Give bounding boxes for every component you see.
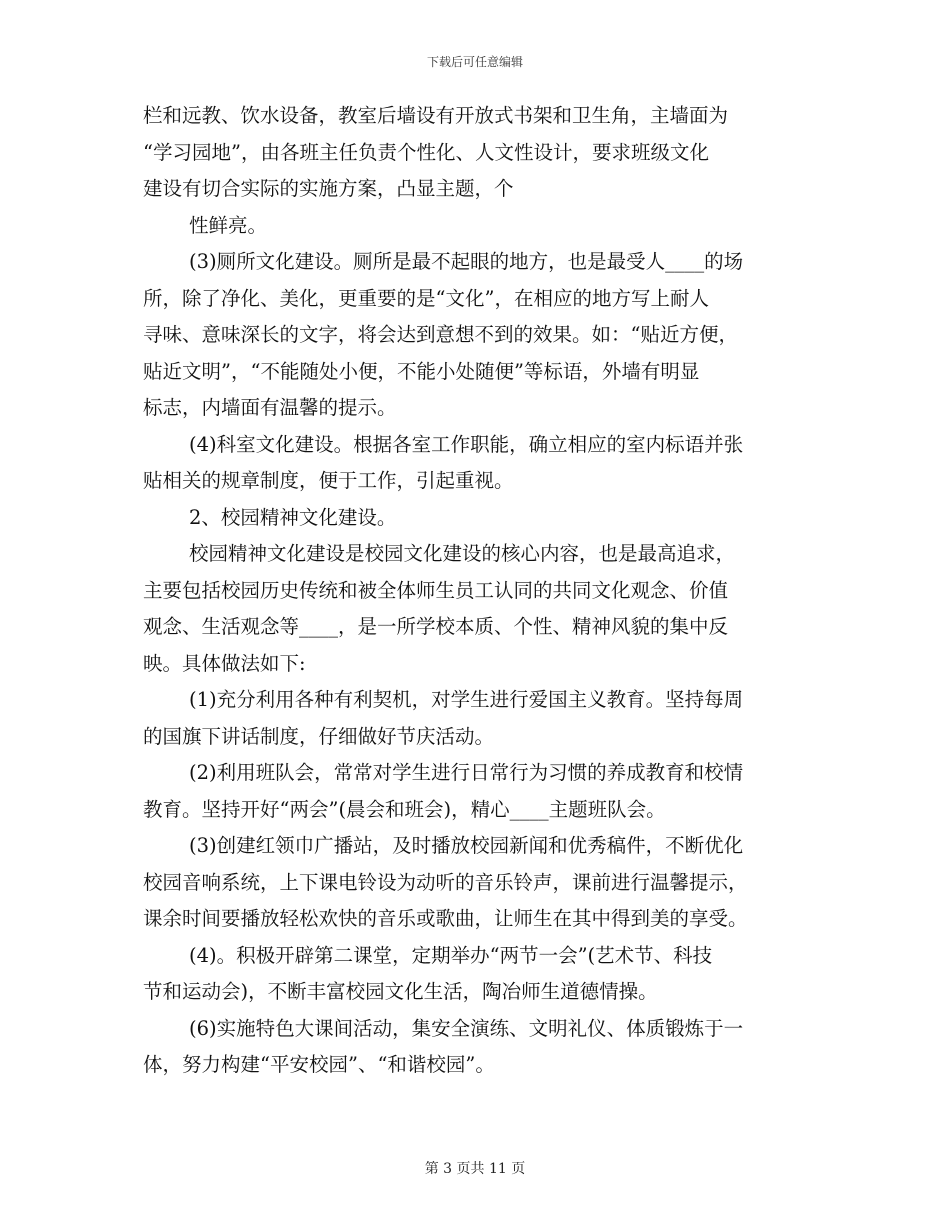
text-line: 校园精神文化建设是校园文化建设的核心内容，也是最高追求， [189,542,736,565]
text-line: 标志，内墙面有温馨的提示。 [143,396,397,419]
text-line: 所，除了净化、美化，更重要的是“文化”，在相应的地方写上耐人 [143,286,709,310]
text-line: (4)科室文化建设。根据各室工作职能，确立相应的室内标语并张 [189,432,744,456]
text-line: 2、校园精神文化建设。 [189,505,397,529]
text-line: (6)实施特色大课间活动，集安全演练、文明礼仪、体质锻炼于一 [189,1016,744,1040]
text-line: 贴近文明”，“不能随处小便，不能小处随便”等标语，外墙有明显 [143,359,700,383]
text-line: 节和运动会)，不断丰富校园文化生活，陶冶师生道德情操。 [143,980,658,1003]
text-line: 主要包括校园历史传统和被全体师生员工认同的共同文化观念、价值 [143,578,729,602]
document-body [143,98,811,1084]
text-line: (3)厕所文化建设。厕所是最不起眼的地方，也是最受人____的场 [189,250,744,273]
page-number: 第 3 页共 11 页 [424,1161,526,1177]
text-line: 贴相关的规章制度，便于工作，引起重视。 [143,469,514,492]
text-line: 的国旗下讲话制度，仔细做好节庆活动。 [143,724,495,748]
text-line: 建设有切合实际的实施方案，凸显主题，个 [143,177,514,200]
text-line: 寻味、意味深长的文字，将会达到意想不到的效果。如：“贴近方便， [143,323,738,346]
text-line: “学习园地”，由各班主任负责个性化、人文性设计，要求班级文化 [143,140,709,164]
text-line: (2)利用班队会，常常对学生进行日常行为习惯的养成教育和校情 [189,761,744,784]
text-line: (4)。积极开辟第二课堂，定期举办“两节一会”(艺术节、科技 [189,943,713,967]
text-line: (1)充分利用各种有利契机，对学生进行爱国主义教育。坚持每周 [189,688,744,711]
text-line: 课余时间要播放轻松欢快的音乐或歌曲，让师生在其中得到美的享受。 [143,907,748,930]
text-line: (3)创建红领巾广播站，及时播放校园新闻和优秀稿件，不断优化 [189,834,744,857]
text-line: 栏和远教、饮水设备，教室后墙设有开放式书架和卫生角，主墙面为 [143,104,729,127]
text-line: 观念、生活观念等____，是一所学校本质、个性、精神风貌的集中反 [143,615,729,638]
text-line: 教育。坚持开好“两会”(晨会和班会)，精心____主题班队会。 [143,797,666,821]
text-line: 映。具体做法如下: [143,651,306,675]
text-line: 体，努力构建“平安校园”、“和谐校园”。 [143,1053,495,1076]
text-line: 性鲜亮。 [189,213,268,237]
text-line: 校园音响系统，上下课电铃设为动听的音乐铃声，课前进行温馨提示， [143,870,748,894]
page-header-note: 下载后可任意编辑 [426,55,523,69]
